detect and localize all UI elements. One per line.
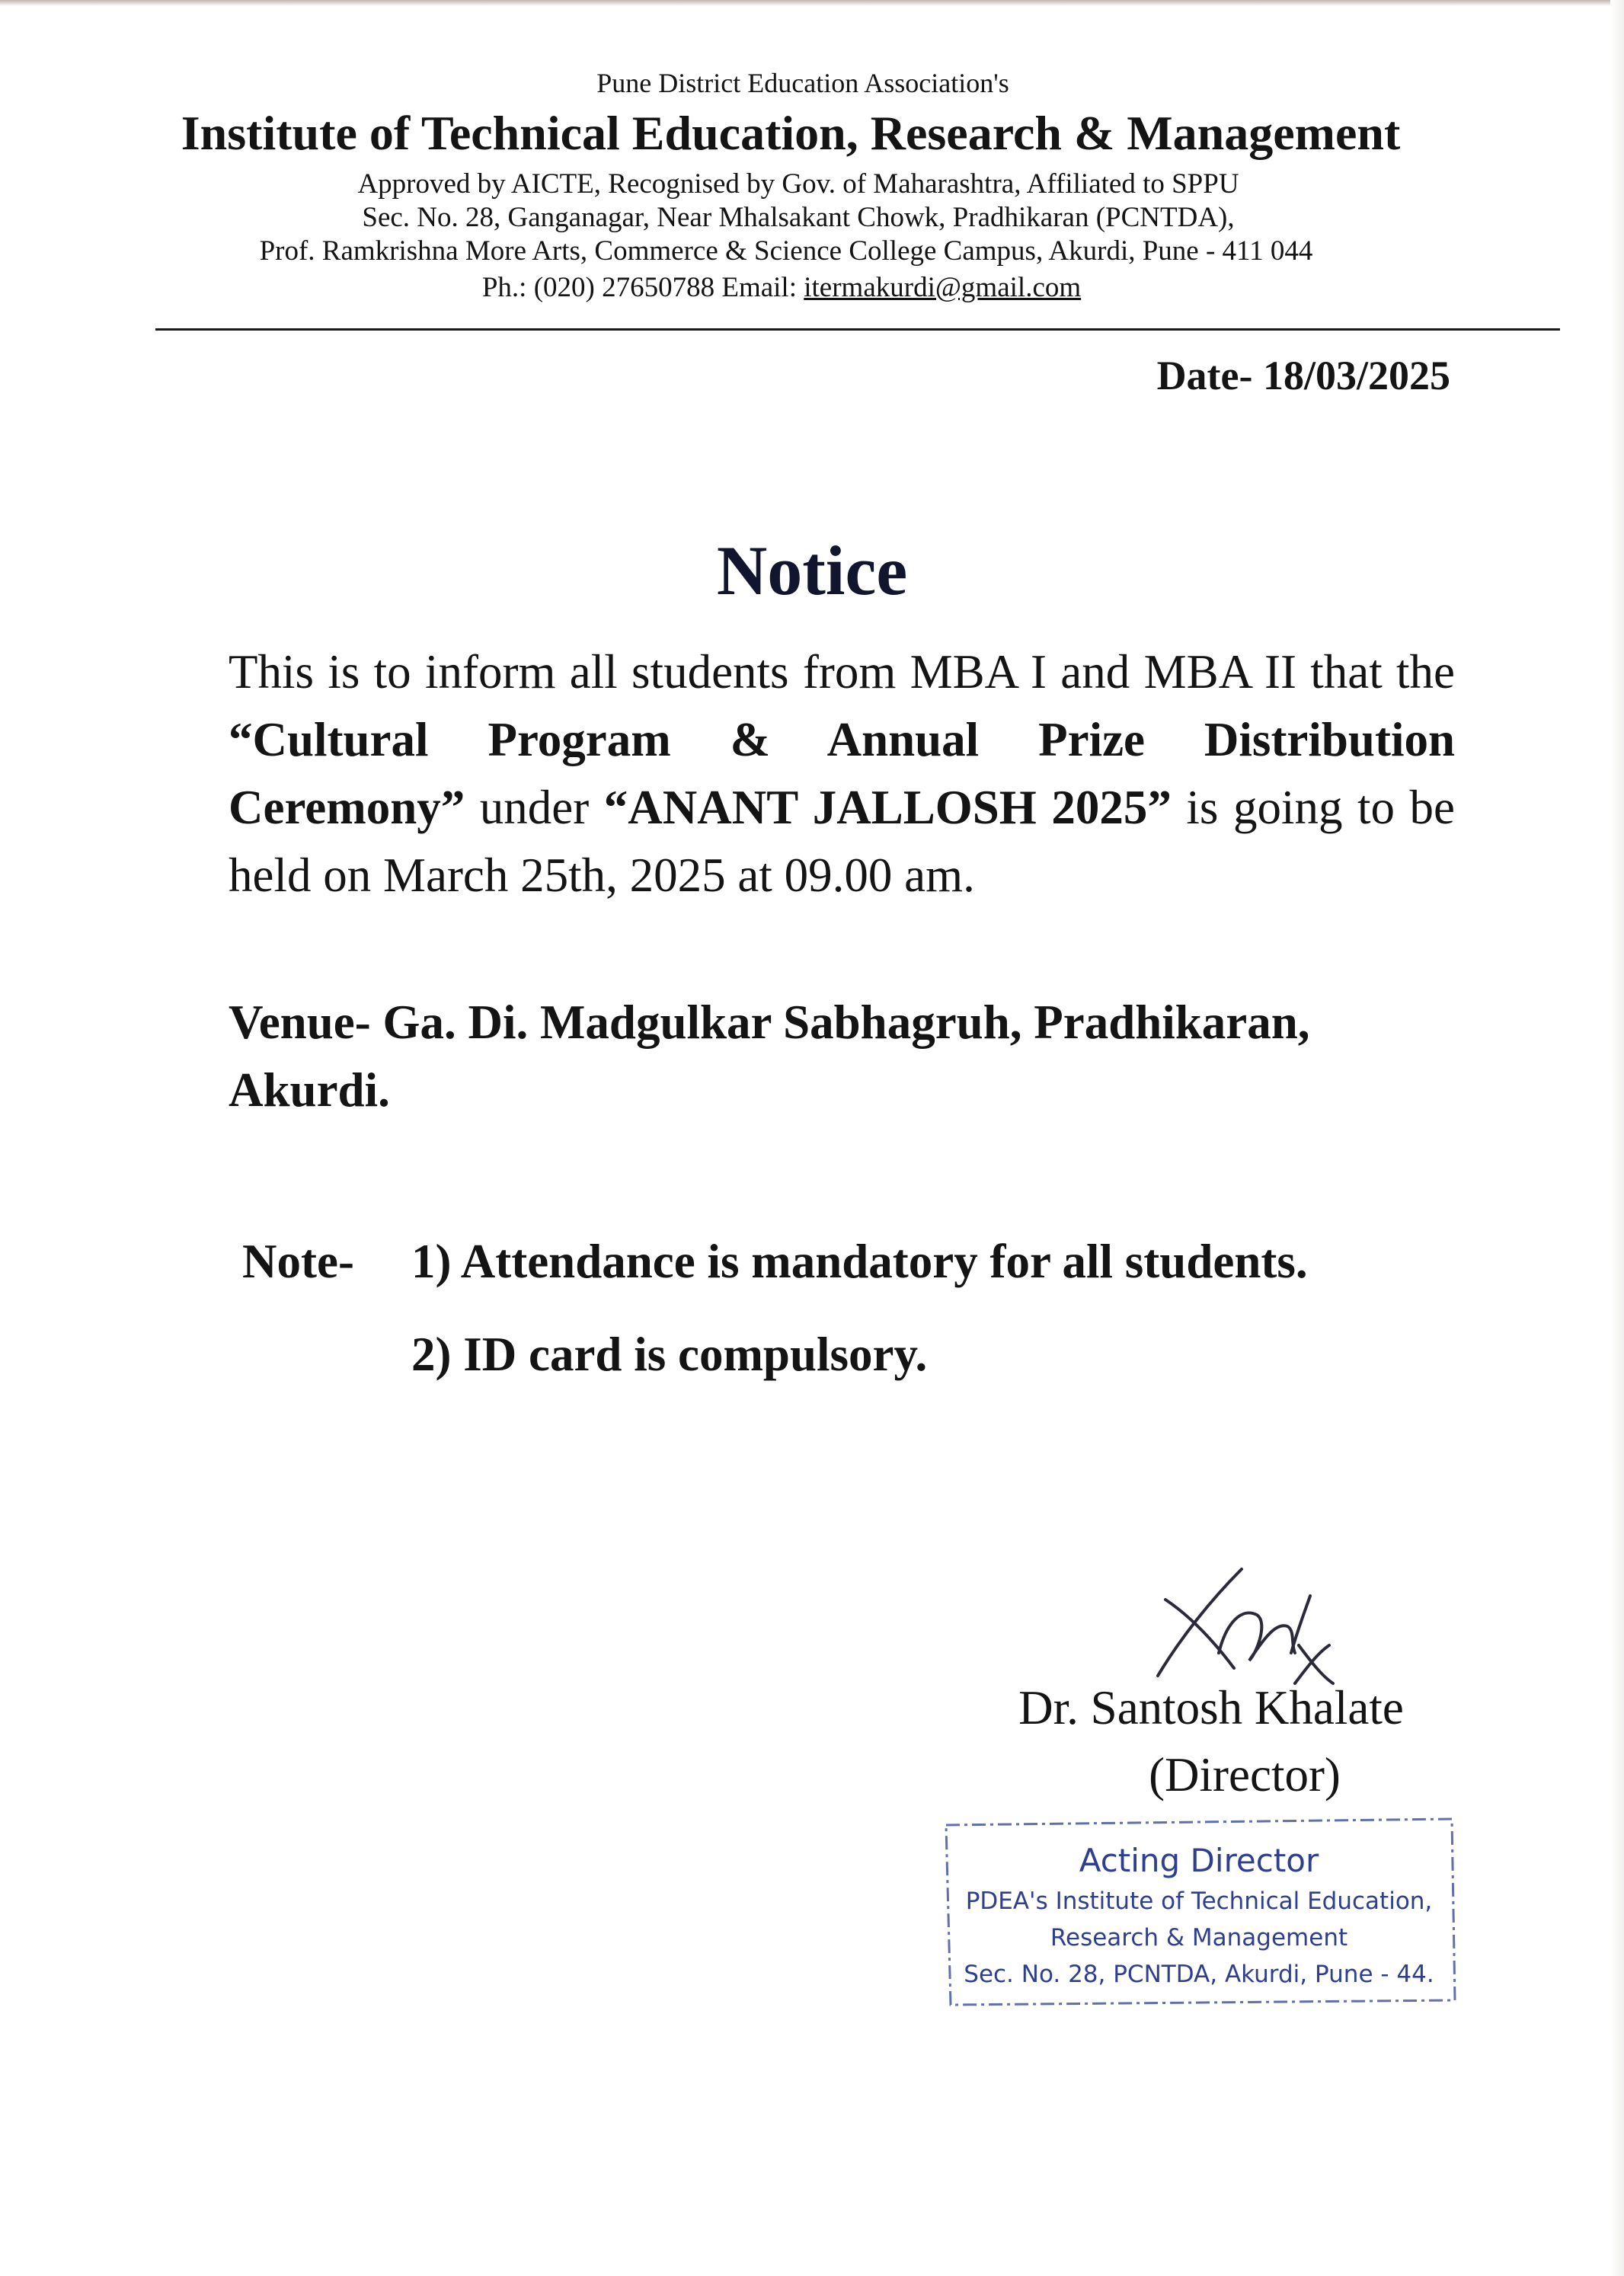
event-name: “Cultural Program & Annual Prize Distribution Ceremony” (229, 713, 1455, 834)
festival-name: “ANANT JALLOSH 2025” (603, 781, 1172, 834)
phone-text: Ph.: (020) 27650788 Email: (481, 272, 804, 303)
notice-title: Notice (716, 532, 908, 609)
note-label: Note- (242, 1235, 354, 1288)
notice-body (229, 638, 1455, 909)
institute-name: Institute of Technical Education, Research & Management (181, 106, 1401, 160)
director-signature (1143, 1554, 1341, 1691)
body-text-2: under (465, 781, 604, 834)
signatory-name: Dr. Santosh Khalate (1018, 1681, 1404, 1734)
approval-line: Approved by AICTE, Recognised by Gov. of Maharashtra, Affiliated to SPPU (357, 168, 1239, 200)
address-line-2: Prof. Ramkrishna More Arts, Commerce & Science College Campus, Akurdi, Pune - 411 044 (259, 235, 1313, 267)
director-stamp (940, 1810, 1458, 2014)
stamp-line-3: Research & Management (1050, 1924, 1348, 1952)
note-item-id-card: 2) ID card is compulsory. (411, 1328, 928, 1381)
address-line-1: Sec. No. 28, Ganganagar, Near Mhalsakant Chowk, Pradhikaran (PCNTDA), (362, 202, 1235, 233)
stamp-line-2: PDEA's Institute of Technical Education, (965, 1888, 1433, 1915)
signatory-designation: (Director) (1149, 1748, 1341, 1801)
note-item-attendance: 1) Attendance is mandatory for all students. (411, 1235, 1308, 1288)
contact-line (0, 271, 1594, 304)
venue-text: Venue- Ga. Di. Madgulkar Sabhagruh, Pradhikaran, Akurdi. (229, 996, 1310, 1117)
body-text-1: This is to inform all students from MBA I and MBA II that the (229, 645, 1455, 698)
stamp-line-1: Acting Director (1079, 1842, 1319, 1879)
association-name: Pune District Education Association's (596, 68, 1009, 98)
email-link[interactable]: itermakurdi@gmail.com (804, 272, 1082, 303)
paper-right-shadow (1610, 0, 1624, 2276)
notice-date: Date- 18/03/2025 (1156, 353, 1450, 398)
body-text-3: is going to be held on March 25th, 2025 at 09.00 am. (229, 781, 1455, 902)
letterhead-divider (155, 328, 1560, 331)
stamp-line-4: Sec. No. 28, PCNTDA, Akurdi, Pune - 44. (964, 1961, 1434, 1988)
paper-top-edge (0, 0, 1624, 6)
